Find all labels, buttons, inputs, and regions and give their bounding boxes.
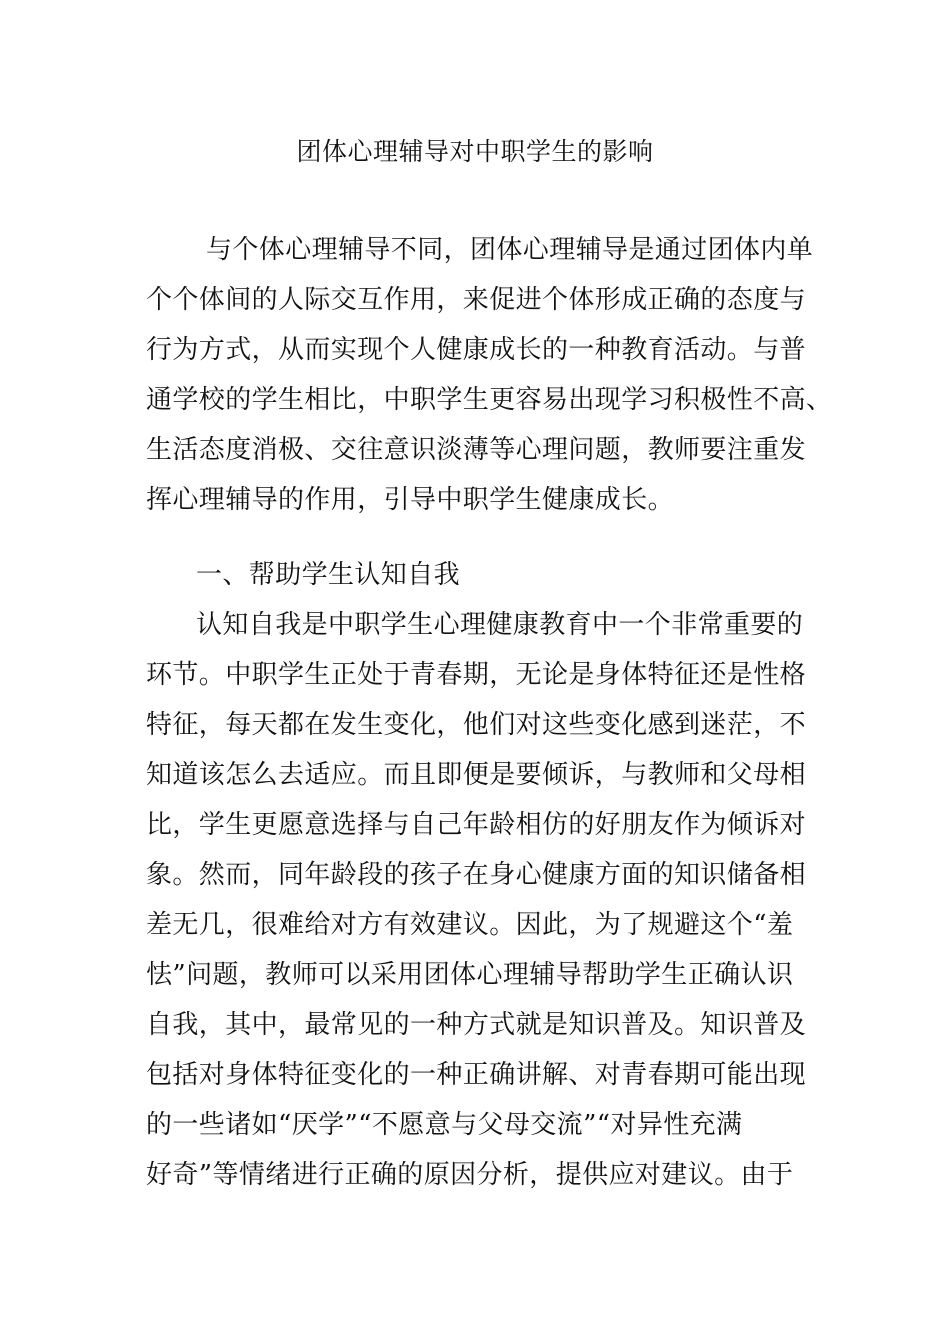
document-title: 团体心理辅导对中职学生的影响 <box>296 137 654 166</box>
section-heading: 一、帮助学生认知自我 <box>196 560 461 590</box>
paragraph-line: 包括对身体特征变化的一种正确讲解、对青春期可能出现 <box>146 1060 807 1090</box>
paragraph-line: 自我，其中，最常见的一种方式就是知识普及。知识普及 <box>146 1010 807 1040</box>
paragraph-line: 特征，每天都在发生变化，他们对这些变化感到迷茫，不 <box>146 710 807 740</box>
paragraph-line: 环节。中职学生正处于青春期，无论是身体特征还是性格 <box>146 660 807 690</box>
paragraph-line: 怯”问题，教师可以采用团体心理辅导帮助学生正确认识 <box>146 960 794 990</box>
paragraph-line: 的一些诸如“厌学”“不愿意与父母交流”“对异性充满 <box>146 1110 743 1140</box>
paragraph-line: 与个体心理辅导不同，团体心理辅导是通过团体内单 <box>206 235 814 265</box>
paragraph-line: 通学校的学生相比，中职学生更容易出现学习积极性不高、 <box>146 385 833 415</box>
paragraph-line: 行为方式，从而实现个人健康成长的一种教育活动。与普 <box>146 335 807 365</box>
paragraph-line: 个个体间的人际交互作用，来促进个体形成正确的态度与 <box>146 285 807 315</box>
paragraph-line: 好奇”等情绪进行正确的原因分析，提供应对建议。由于 <box>146 1160 794 1190</box>
paragraph-line: 生活态度消极、交往意识淡薄等心理问题，教师要注重发 <box>146 435 807 465</box>
paragraph-line: 知道该怎么去适应。而且即便是要倾诉，与教师和父母相 <box>146 760 807 790</box>
paragraph-line: 挥心理辅导的作用，引导中职学生健康成长。 <box>146 485 675 515</box>
paragraph-line: 比，学生更愿意选择与自己年龄相仿的好朋友作为倾诉对 <box>146 810 807 840</box>
paragraph-line: 差无几，很难给对方有效建议。因此，为了规避这个“羞 <box>146 910 794 940</box>
paragraph-line: 认知自我是中职学生心理健康教育中一个非常重要的 <box>196 610 804 640</box>
paragraph-line: 象。然而，同年龄段的孩子在身心健康方面的知识储备相 <box>146 860 807 890</box>
